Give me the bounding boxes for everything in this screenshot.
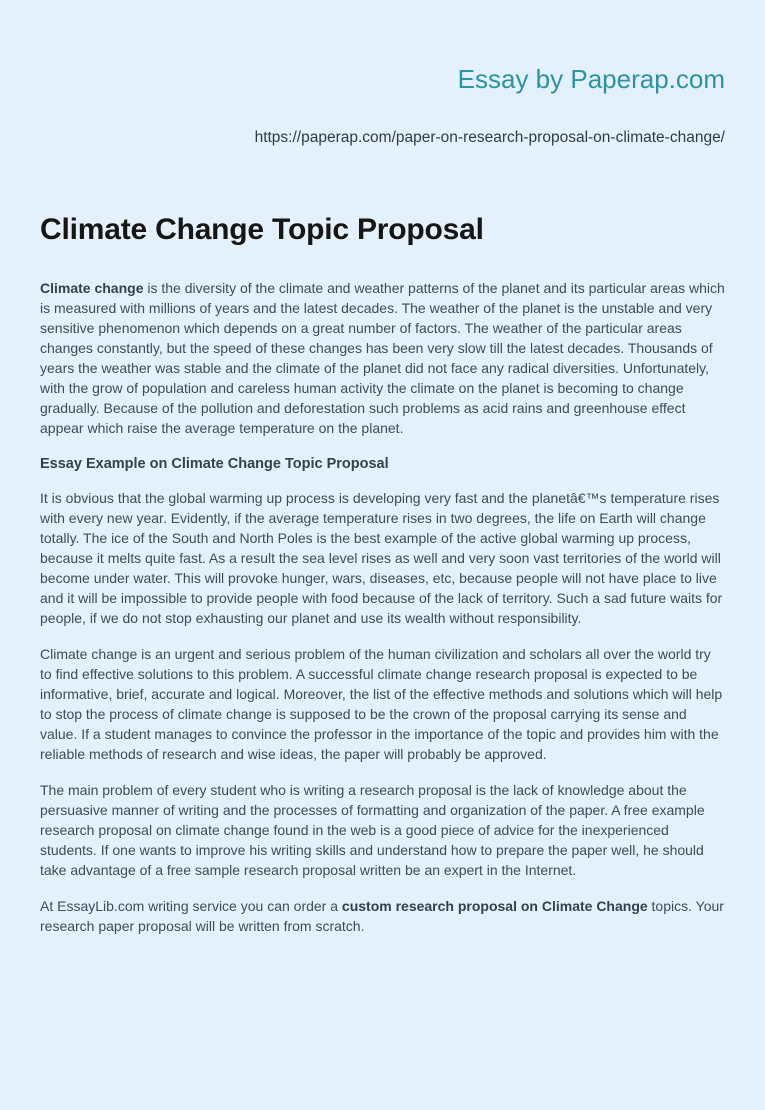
page-url: https://paperap.com/paper-on-research-proposal-on-climate-change/: [254, 129, 725, 146]
body-text: It is obvious that the global warming up process is developing very fast and the planetâ€™s temperature rises with every new year. Evidently, if the average temperature rises in two degrees, the life on Earth will change totally. The ice of the South and North Poles is the best example of the active global warming up process, because it melts quite fast. As a result the sea level rises as well and very soon vast territories of the world will become under water. This will provoke hunger, wars, diseases, etc, because people will not have place to live and it will be impossible to provide people with food because of the lack of territory. Such a sad future waits for people, if we do not stop exhausting our planet and use its wealth without responsibility.: [40, 490, 723, 626]
doc-header: [40, 62, 725, 148]
body-text: is the diversity of the climate and weather patterns of the planet and its particular areas which is measured with millions of years and the latest decades. The weather of the planet is the unstable and very sensitive phenomenon which depends on a great number of factors. The weather of the particular areas changes constantly, but the speed of these changes has been very slow till the latest decades. Thousands of years the weather was stable and the climate of the planet did not face any radical diversities. Unfortunately, with the grow of population and careless human activity the climate on the planet is becoming to change gradually. Because of the pollution and deforestation such problems as acid rains and greenhouse effect appear which raise the average temperature on the planet.: [40, 280, 725, 436]
paragraph: [40, 278, 725, 438]
brand-link[interactable]: Essay by Paperap.com: [457, 64, 725, 94]
body-text: topics. Your research paper proposal will be written from scratch.: [40, 898, 724, 934]
bold-text: custom research proposal on Climate Change: [341, 898, 648, 914]
paragraph: [40, 488, 725, 628]
section-heading: [40, 454, 725, 474]
article-title: Climate Change Topic Proposal: [40, 213, 484, 246]
body-text: The main problem of every student who is writing a research proposal is the lack of knowledge about the persuasive manner of writing and the processes of formatting and organization of the paper. A free example research proposal on climate change found in the web is a good piece of advice for the inexperienced students. If one wants to improve his writing skills and understand how to prepare the paper well, he should take advantage of a free sample research proposal written be an expert in the Internet.: [40, 782, 705, 878]
bold-text: Essay Example on Climate Change Topic Proposal: [40, 456, 389, 472]
article-body: [40, 278, 725, 936]
paragraph: [40, 780, 725, 880]
paragraph: [40, 644, 725, 764]
paragraph: [40, 896, 725, 936]
body-text: At EssayLib.com writing service you can order a: [40, 898, 342, 914]
bold-text: Climate change: [40, 280, 144, 296]
body-text: Climate change is an urgent and serious problem of the human civilization and scholars all over the world try to find effective solutions to this problem. A successful climate change research proposal is expected to be informative, brief, accurate and logical. Moreover, the list of the effective methods and solutions which will help to stop the process of climate change is supposed to be the crown of the proposal carrying its sense and value. If a student manages to convince the professor in the importance of the topic and provides him with the reliable methods of research and wise ideas, the paper will probably be approved.: [40, 646, 723, 762]
